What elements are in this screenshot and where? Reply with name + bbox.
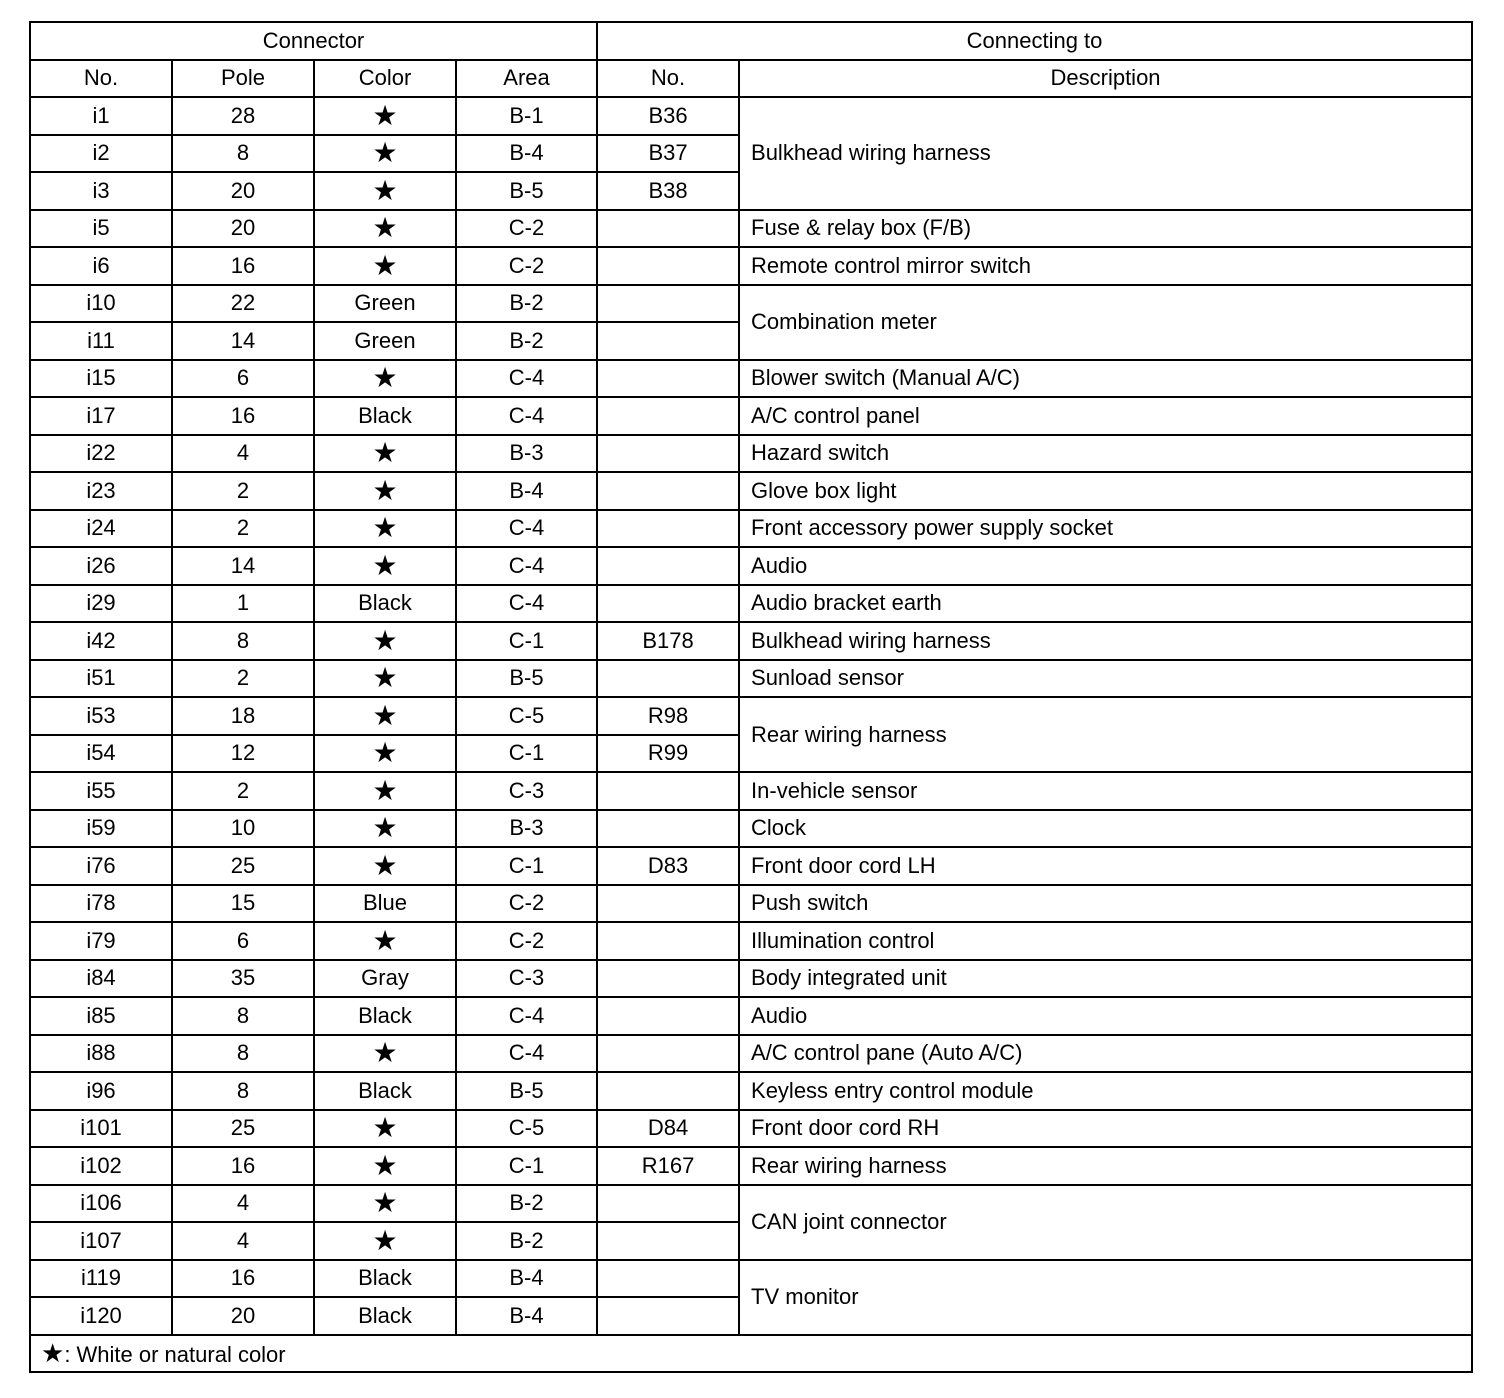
description-cell: Remote control mirror switch: [739, 247, 1472, 285]
connector-no-cell: i6: [30, 247, 172, 285]
connector-no-cell: i29: [30, 585, 172, 623]
description-cell: A/C control pane (Auto A/C): [739, 1035, 1472, 1073]
color-cell: Green: [314, 322, 456, 360]
pole-cell: 6: [172, 360, 314, 398]
table-row: [30, 922, 1472, 960]
connecting-no-cell: [597, 585, 739, 623]
description-cell: CAN joint connector: [739, 1185, 1472, 1260]
connector-no-cell: i55: [30, 772, 172, 810]
table-row: [30, 585, 1472, 623]
connector-no-cell: i15: [30, 360, 172, 398]
connector-no-cell: i96: [30, 1072, 172, 1110]
color-cell: Black: [314, 397, 456, 435]
connecting-no-cell: R167: [597, 1147, 739, 1185]
description-cell: Illumination control: [739, 922, 1472, 960]
area-cell: C-4: [456, 1035, 597, 1073]
connecting-no-cell: [597, 547, 739, 585]
star-icon: ★: [41, 1338, 65, 1369]
description-cell: Rear wiring harness: [739, 1147, 1472, 1185]
area-cell: B-4: [456, 135, 597, 173]
description-cell: Rear wiring harness: [739, 697, 1472, 772]
area-cell: C-4: [456, 360, 597, 398]
area-cell: B-2: [456, 1222, 597, 1260]
pole-cell: 20: [172, 172, 314, 210]
description-cell: Sunload sensor: [739, 660, 1472, 698]
description-cell: TV monitor: [739, 1260, 1472, 1335]
area-cell: C-3: [456, 772, 597, 810]
connecting-no-cell: [597, 960, 739, 998]
area-cell: C-2: [456, 885, 597, 923]
connecting-no-cell: [597, 810, 739, 848]
connector-no-cell: i85: [30, 997, 172, 1035]
color-cell: ★: [314, 510, 456, 548]
table-row: [30, 622, 1472, 660]
pole-cell: 8: [172, 997, 314, 1035]
table-row: [30, 1072, 1472, 1110]
connector-no-cell: i24: [30, 510, 172, 548]
area-cell: C-2: [456, 210, 597, 248]
color-cell: Gray: [314, 960, 456, 998]
color-cell: ★: [314, 435, 456, 473]
color-cell: Black: [314, 1297, 456, 1335]
connector-no-cell: i101: [30, 1110, 172, 1148]
table-row: [30, 360, 1472, 398]
area-cell: B-3: [456, 435, 597, 473]
pole-cell: 16: [172, 247, 314, 285]
connector-table: [29, 21, 1473, 1373]
color-cell: Black: [314, 585, 456, 623]
connecting-no-cell: D83: [597, 847, 739, 885]
color-cell: ★: [314, 1222, 456, 1260]
connector-no-cell: i79: [30, 922, 172, 960]
pole-cell: 2: [172, 472, 314, 510]
color-cell: ★: [314, 1185, 456, 1223]
table-row: [30, 210, 1472, 248]
pole-cell: 18: [172, 697, 314, 735]
table-row: [30, 697, 1472, 735]
color-cell: ★: [314, 772, 456, 810]
color-cell: Black: [314, 1072, 456, 1110]
color-cell: ★: [314, 697, 456, 735]
connecting-no-cell: [597, 1222, 739, 1260]
connector-group-header: Connector: [30, 22, 597, 60]
description-cell: Push switch: [739, 885, 1472, 923]
area-cell: B-2: [456, 1185, 597, 1223]
connector-no-cell: i106: [30, 1185, 172, 1223]
pole-cell: 22: [172, 285, 314, 323]
pole-cell: 2: [172, 772, 314, 810]
area-cell: B-5: [456, 172, 597, 210]
connector-no-cell: i84: [30, 960, 172, 998]
description-cell: Glove box light: [739, 472, 1472, 510]
description-cell: Front door cord RH: [739, 1110, 1472, 1148]
table-row: [30, 1035, 1472, 1073]
color-cell: Black: [314, 997, 456, 1035]
connector-no-cell: i17: [30, 397, 172, 435]
table-row: [30, 97, 1472, 135]
area-cell: C-4: [456, 547, 597, 585]
table-row: [30, 1260, 1472, 1298]
connector-no-cell: i22: [30, 435, 172, 473]
color-cell: ★: [314, 97, 456, 135]
connector-no-cell: i88: [30, 1035, 172, 1073]
pole-cell: 28: [172, 97, 314, 135]
pole-cell: 8: [172, 135, 314, 173]
pole-cell: 4: [172, 1222, 314, 1260]
pole-cell: 14: [172, 547, 314, 585]
connecting-no-cell: [597, 772, 739, 810]
table-row: [30, 247, 1472, 285]
area-cell: C-4: [456, 997, 597, 1035]
connector-no-cell: i59: [30, 810, 172, 848]
description-cell: Hazard switch: [739, 435, 1472, 473]
connector-no-cell: i11: [30, 322, 172, 360]
connecting-no-cell: [597, 247, 739, 285]
connecting-no-cell: [597, 1035, 739, 1073]
description-cell: Audio: [739, 997, 1472, 1035]
pole-cell: 16: [172, 1260, 314, 1298]
connecting-no-cell: B178: [597, 622, 739, 660]
description-cell: Fuse & relay box (F/B): [739, 210, 1472, 248]
connecting-no-cell: [597, 210, 739, 248]
table-row: [30, 1110, 1472, 1148]
connecting-no-cell: [597, 472, 739, 510]
color-cell: ★: [314, 547, 456, 585]
description-cell: Blower switch (Manual A/C): [739, 360, 1472, 398]
pole-cell: 25: [172, 1110, 314, 1148]
connecting-no-cell: [597, 1260, 739, 1298]
connecting-no-cell: [597, 1185, 739, 1223]
color-cell: ★: [314, 660, 456, 698]
table-row: [30, 472, 1472, 510]
column-header-color: Color: [314, 60, 456, 98]
pole-cell: 14: [172, 322, 314, 360]
table-row: [30, 960, 1472, 998]
pole-cell: 4: [172, 1185, 314, 1223]
color-cell: ★: [314, 1147, 456, 1185]
column-header-row: [30, 60, 1472, 98]
column-header-no: No.: [30, 60, 172, 98]
table-row: [30, 1147, 1472, 1185]
connecting-no-cell: [597, 997, 739, 1035]
pole-cell: 10: [172, 810, 314, 848]
color-cell: ★: [314, 247, 456, 285]
connecting-no-cell: [597, 1072, 739, 1110]
area-cell: B-5: [456, 1072, 597, 1110]
connector-no-cell: i78: [30, 885, 172, 923]
color-cell: ★: [314, 735, 456, 773]
area-cell: B-2: [456, 285, 597, 323]
pole-cell: 15: [172, 885, 314, 923]
pole-cell: 8: [172, 1072, 314, 1110]
table-row: [30, 810, 1472, 848]
area-cell: C-5: [456, 1110, 597, 1148]
pole-cell: 16: [172, 397, 314, 435]
color-cell: ★: [314, 360, 456, 398]
connector-no-cell: i3: [30, 172, 172, 210]
description-cell: A/C control panel: [739, 397, 1472, 435]
connecting-no-cell: [597, 322, 739, 360]
area-cell: B-1: [456, 97, 597, 135]
connector-no-cell: i5: [30, 210, 172, 248]
description-cell: Body integrated unit: [739, 960, 1472, 998]
area-cell: C-1: [456, 1147, 597, 1185]
description-cell: In-vehicle sensor: [739, 772, 1472, 810]
table-row: [30, 772, 1472, 810]
connecting-to-group-header: Connecting to: [597, 22, 1472, 60]
area-cell: B-5: [456, 660, 597, 698]
area-cell: B-2: [456, 322, 597, 360]
connecting-no-cell: R99: [597, 735, 739, 773]
connector-no-cell: i42: [30, 622, 172, 660]
pole-cell: 4: [172, 435, 314, 473]
color-cell: ★: [314, 472, 456, 510]
connector-no-cell: i54: [30, 735, 172, 773]
pole-cell: 12: [172, 735, 314, 773]
connector-no-cell: i102: [30, 1147, 172, 1185]
connecting-no-cell: B37: [597, 135, 739, 173]
connector-no-cell: i51: [30, 660, 172, 698]
connecting-no-cell: [597, 510, 739, 548]
area-cell: C-2: [456, 922, 597, 960]
pole-cell: 20: [172, 210, 314, 248]
description-cell: Front accessory power supply socket: [739, 510, 1472, 548]
table-row: [30, 997, 1472, 1035]
description-cell: Bulkhead wiring harness: [739, 97, 1472, 210]
pole-cell: 20: [172, 1297, 314, 1335]
connector-no-cell: i26: [30, 547, 172, 585]
connecting-no-cell: [597, 1297, 739, 1335]
pole-cell: 25: [172, 847, 314, 885]
connecting-no-cell: R98: [597, 697, 739, 735]
column-header-connecting-no: No.: [597, 60, 739, 98]
color-cell: Blue: [314, 885, 456, 923]
connector-no-cell: i1: [30, 97, 172, 135]
pole-cell: 2: [172, 510, 314, 548]
group-header-row: [30, 22, 1472, 60]
area-cell: C-1: [456, 622, 597, 660]
table-row: [30, 547, 1472, 585]
pole-cell: 16: [172, 1147, 314, 1185]
table-row: [30, 285, 1472, 323]
color-cell: ★: [314, 1110, 456, 1148]
connecting-no-cell: [597, 885, 739, 923]
description-cell: Bulkhead wiring harness: [739, 622, 1472, 660]
color-cell: ★: [314, 1035, 456, 1073]
connector-no-cell: i53: [30, 697, 172, 735]
connector-no-cell: i23: [30, 472, 172, 510]
color-cell: ★: [314, 172, 456, 210]
area-cell: B-4: [456, 472, 597, 510]
description-cell: Clock: [739, 810, 1472, 848]
area-cell: C-4: [456, 585, 597, 623]
connector-no-cell: i120: [30, 1297, 172, 1335]
connector-no-cell: i2: [30, 135, 172, 173]
color-cell: ★: [314, 810, 456, 848]
table-body: [30, 97, 1472, 1335]
connecting-no-cell: [597, 435, 739, 473]
connecting-no-cell: [597, 397, 739, 435]
connector-no-cell: i76: [30, 847, 172, 885]
color-cell: ★: [314, 135, 456, 173]
table-row: [30, 660, 1472, 698]
table-row: [30, 435, 1472, 473]
pole-cell: 8: [172, 1035, 314, 1073]
area-cell: B-4: [456, 1260, 597, 1298]
pole-cell: 1: [172, 585, 314, 623]
column-header-pole: Pole: [172, 60, 314, 98]
connector-no-cell: i107: [30, 1222, 172, 1260]
table-row: [30, 510, 1472, 548]
connecting-no-cell: [597, 922, 739, 960]
area-cell: C-3: [456, 960, 597, 998]
color-cell: Black: [314, 1260, 456, 1298]
area-cell: C-5: [456, 697, 597, 735]
area-cell: B-4: [456, 1297, 597, 1335]
pole-cell: 35: [172, 960, 314, 998]
connecting-no-cell: [597, 285, 739, 323]
area-cell: C-1: [456, 735, 597, 773]
connecting-no-cell: B36: [597, 97, 739, 135]
area-cell: C-4: [456, 510, 597, 548]
color-cell: ★: [314, 622, 456, 660]
color-cell: ★: [314, 210, 456, 248]
description-cell: Audio bracket earth: [739, 585, 1472, 623]
column-header-area: Area: [456, 60, 597, 98]
table-row: [30, 847, 1472, 885]
table-row: [30, 397, 1472, 435]
column-header-description: Description: [739, 60, 1472, 98]
description-cell: Keyless entry control module: [739, 1072, 1472, 1110]
connecting-no-cell: [597, 660, 739, 698]
area-cell: B-3: [456, 810, 597, 848]
description-cell: Audio: [739, 547, 1472, 585]
connector-no-cell: i119: [30, 1260, 172, 1298]
pole-cell: 2: [172, 660, 314, 698]
area-cell: C-4: [456, 397, 597, 435]
color-cell: ★: [314, 847, 456, 885]
area-cell: C-1: [456, 847, 597, 885]
connecting-no-cell: D84: [597, 1110, 739, 1148]
color-cell: Green: [314, 285, 456, 323]
table-row: [30, 1185, 1472, 1223]
legend-text: : White or natural color: [64, 1342, 286, 1368]
table-row: [30, 885, 1472, 923]
description-cell: Combination meter: [739, 285, 1472, 360]
legend-row: [30, 1335, 1472, 1373]
pole-cell: 8: [172, 622, 314, 660]
description-cell: Front door cord LH: [739, 847, 1472, 885]
pole-cell: 6: [172, 922, 314, 960]
connecting-no-cell: B38: [597, 172, 739, 210]
connecting-no-cell: [597, 360, 739, 398]
color-cell: ★: [314, 922, 456, 960]
area-cell: C-2: [456, 247, 597, 285]
connector-no-cell: i10: [30, 285, 172, 323]
legend: [30, 1335, 1472, 1373]
